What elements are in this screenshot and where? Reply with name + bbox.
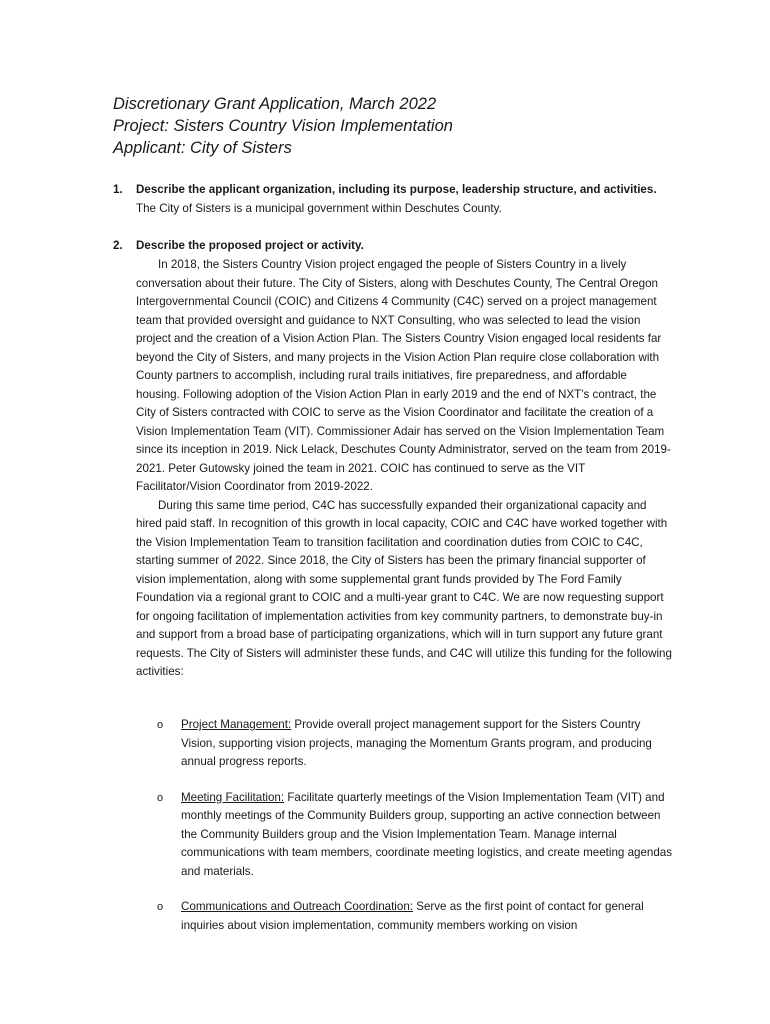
bullet-marker: o [157, 719, 164, 731]
question-answer [136, 256, 673, 682]
question-answer [136, 200, 673, 219]
list-item-term: Meeting Facilitation: [181, 790, 285, 804]
header-applicant: Applicant: City of Sisters [113, 139, 292, 157]
answer-paragraph: During this same time period, C4C has successfully expanded their organizational capacity and hired paid staff. In recognition of this growth in local capacity, COIC and C4C have worked together with the Vision Implementation Team to transition facilitation and coordination duties from COIC to C4C, starting summer of 2022. Since 2018, the City of Sisters has been the primary financial supporter of vision implementation, along with some supplemental grant funds provided by The Ford Family Foundation via a regional grant to COIC and a multi-year grant to C4C. We are now requesting support for ongoing facilitation of implementation activities from key community partners, to demonstrate buy-in and support from a broad base of participating organizations, which will in turn support any future grant requests. The City of Sisters will administer these funds, and C4C will utilize this funding for the following activities: [136, 498, 672, 678]
list-item-description: Provide overall project management support for the Sisters Country Vision, supporting vision projects, managing the Momentum Grants program, and producing annual progress reports. [181, 718, 652, 768]
question-1 [113, 181, 688, 221]
list-item-text [181, 898, 673, 935]
list-item [157, 716, 677, 772]
question-number: 2. [113, 239, 123, 252]
header-grant-title: Discretionary Grant Application, March 2022 [113, 95, 437, 113]
list-item-description: Serve as the first point of contact for general inquiries about vision implementation, community members working on vision [181, 900, 644, 932]
list-item-text [181, 789, 673, 882]
list-item-text [181, 716, 673, 772]
list-item-term: Project Management: [181, 718, 292, 731]
activities-list [157, 716, 677, 952]
question-title: Describe the applicant organization, including its purpose, leadership structure, and activities. [136, 183, 657, 196]
header-project: Project: Sisters Country Vision Implementation [113, 117, 453, 135]
bullet-marker: o [157, 791, 164, 804]
document-header [113, 93, 673, 159]
answer-paragraph: The City of Sisters is a municipal government within Deschutes County. [136, 202, 502, 215]
list-item-description: Facilitate quarterly meetings of the Vision Implementation Team (VIT) and monthly meetings of the Community Builders group, supporting an active connection between the Community Builders group and the Vision Implementation Team. Manage internal communications with team members, coordinate meeting logistics, and create meeting agendas and materials. [181, 790, 673, 878]
list-item-term: Communications and Outreach Coordination: [181, 900, 413, 913]
answer-paragraph: In 2018, the Sisters Country Vision project engaged the people of Sisters Country in a lively conversation about their future. The City of Sisters, along with Deschutes County, The Central Oregon Intergovernmental Council (COIC) and Citizens 4 Community (C4C) served on a project management team that provided oversight and guidance to NXT Consulting, who was selected to lead the vision project and the creation of a Vision Action Plan. The Sisters Country Vision engaged local residents far beyond the City of Sisters, and many projects in the Vision Action Plan require close collaboration with County partners to accomplish, including rural trails initiatives, fire preparedness, and affordable housing. Following adoption of the Vision Action Plan in early 2019 and the end of NXT’s contract, the City of Sisters contracted with COIC to serve as the Vision Coordinator and facilitate the creation of a Vision Implementation Team (VIT). Commissioner Adair has served on the Vision Implementation Team since its inception in 2019. Nick Lelack, Deschutes County Administrator, served on the team from 2019-2021. Peter Gutowsky joined the team in 2021. COIC has continued to serve as the VIT Facilitator/Vision Coordinator from 2019-2022. [136, 258, 671, 493]
question-title: Describe the proposed project or activity. [136, 239, 364, 252]
list-item [157, 898, 677, 935]
question-number: 1. [113, 183, 123, 196]
list-item [157, 789, 677, 882]
bullet-marker: o [157, 901, 164, 913]
question-2 [113, 237, 688, 707]
